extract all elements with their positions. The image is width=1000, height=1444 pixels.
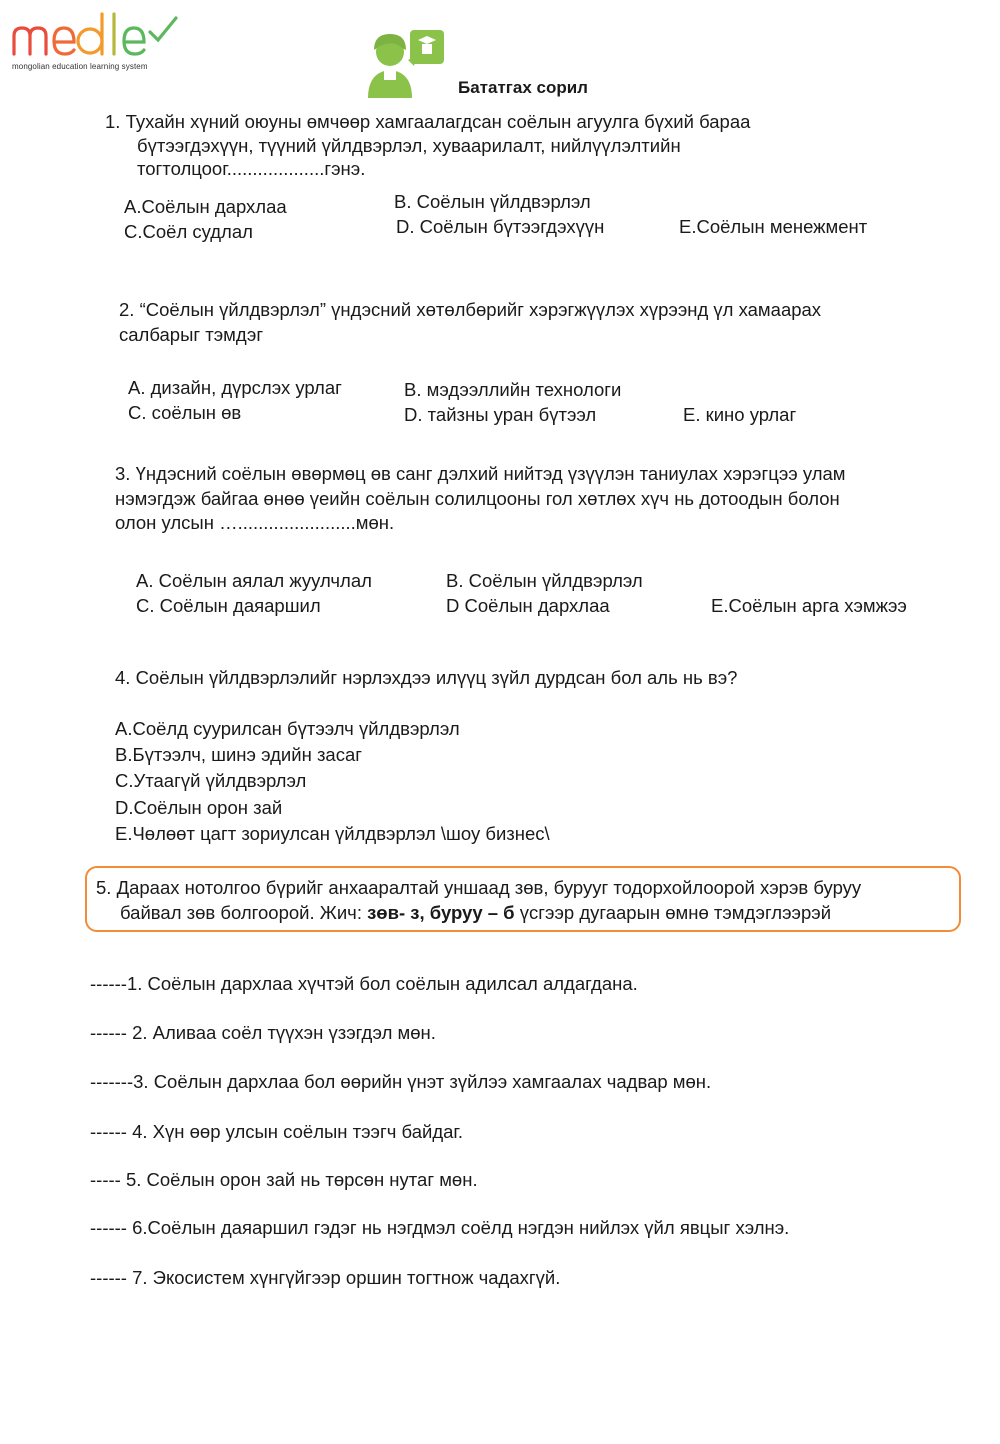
q5-answer-key: зөв- з, буруу – б [367,902,515,923]
q1-line-2: бүтээгдэхүүн, түүний үйлдвэрлэл, хуваарилалт, нийлүүлэлтийн [137,135,681,156]
q2-line-1: 2. “Соёлын үйлдвэрлэл” үндэсний хөтөлбөрийг хэрэгжүүлэх хүрээнд үл хамаарах [119,299,822,320]
q1-option-b: В. Соёлын үйлдвэрлэл [394,191,591,212]
q2-option-e: Е. кино урлаг [683,404,797,425]
statement-4: ------ 4. Хүн өөр улсын соёлын тээгч байдаг. [90,1121,464,1142]
q1-option-d: D. Соёлын бүтээгдэхүүн [396,216,605,237]
q3-line-2: нэмэгдэж байгаа өнөө үеийн соёлын солилцооны гол хөтлөх хүч нь дотоодын болон [115,488,840,509]
q5-line-2-end: үсгээр дугаарын өмнө тэмдэглээрэй [514,902,832,923]
q3-line-1: 3. Үндэсний соёлын өвөрмөц өв санг дэлхий нийтэд үзүүлэн таниулах хэрэгцээ улам [115,463,846,484]
q2-option-a: А. дизайн, дүрслэх урлаг [128,377,342,398]
q3-option-e: Е.Соёлын арга хэмжээ [711,595,907,616]
q1-option-c: С.Соёл судлал [124,221,253,242]
q3-option-b: В. Соёлын үйлдвэрлэл [446,570,643,591]
q4-option-a: А.Соёлд суурилсан бүтээлч үйлдвэрлэл [115,718,460,739]
q1-line-3: тогтолцоог...................гэнэ. [137,158,366,179]
q3-option-c: С. Соёлын даяаршил [136,595,321,616]
statement-1: ------1. Соёлын дархлаа хүчтэй бол соёлын адилсал алдагдана. [90,973,638,994]
q3-option-a: А. Соёлын аялал жуулчлал [136,570,372,591]
q3-line-3: олон улсын ….......................мөн. [115,512,395,533]
statement-3: -------3. Соёлын дархлаа бол өөрийн үнэт зүйлээ хамгаалах чадвар мөн. [90,1071,712,1092]
q4-line: 4. Соёлын үйлдвэрлэлийг нэрлэхдээ илүүц зүйл дурдсан бол аль нь вэ? [115,667,738,688]
logo-tagline: mongolian education learning system [12,62,148,71]
q4-option-c: С.Утаагүй үйлдвэрлэл [115,770,307,791]
page-title: Бататгах сорил [458,78,588,97]
q5-line-2-start: байвал зөв болгоорой. Жич: [120,902,368,923]
medle-logo-mark [10,10,185,60]
q1-option-a: А.Соёлын дархлаа [124,196,287,217]
q4-option-d: D.Соёлын орон зай [115,797,283,818]
statement-5: ----- 5. Соёлын орон зай нь төрсөн нутаг мөн. [90,1169,478,1190]
q3-option-d: D Соёлын дархлаа [446,595,610,616]
statement-6: ------ 6.Соёлын даяаршил гэдэг нь нэгдмэл соёлд нэгдэн нийлэх үйл явцыг хэлнэ. [90,1217,790,1238]
statement-2: ------ 2. Аливаа соёл түүхэн үзэгдэл мөн. [90,1022,436,1043]
q4-option-e: Е.Чөлөөт цагт зориулсан үйлдвэрлэл \шоу бизнес\ [115,823,550,844]
q1-line-1: 1. Тухайн хүний оюуны өмчөөр хамгаалагдсан соёлын агуулга бүхий бараа [105,111,751,132]
q2-option-c: С. соёлын өв [128,402,242,423]
q4-option-b: В.Бүтээлч, шинэ эдийн засаг [115,744,363,765]
student-icon [364,26,452,100]
statement-7: ------ 7. Экосистем хүнгүйгээр оршин тогтнож чадахгүй. [90,1267,561,1288]
q1-option-e: Е.Соёлын менежмент [679,216,868,237]
q5-line-2 [120,901,831,924]
medle-logo [10,10,185,72]
q2-option-b: В. мэдээллийн технологи [404,379,622,400]
q5-line-1: 5. Дараах нотолгоо бүрийг анхааралтай уншаад зөв, бурууг тодорхойлоорой хэрэв буруу [96,877,862,898]
q2-line-2: салбарыг тэмдэг [119,324,264,345]
q2-option-d: D. тайзны уран бүтээл [404,404,597,425]
